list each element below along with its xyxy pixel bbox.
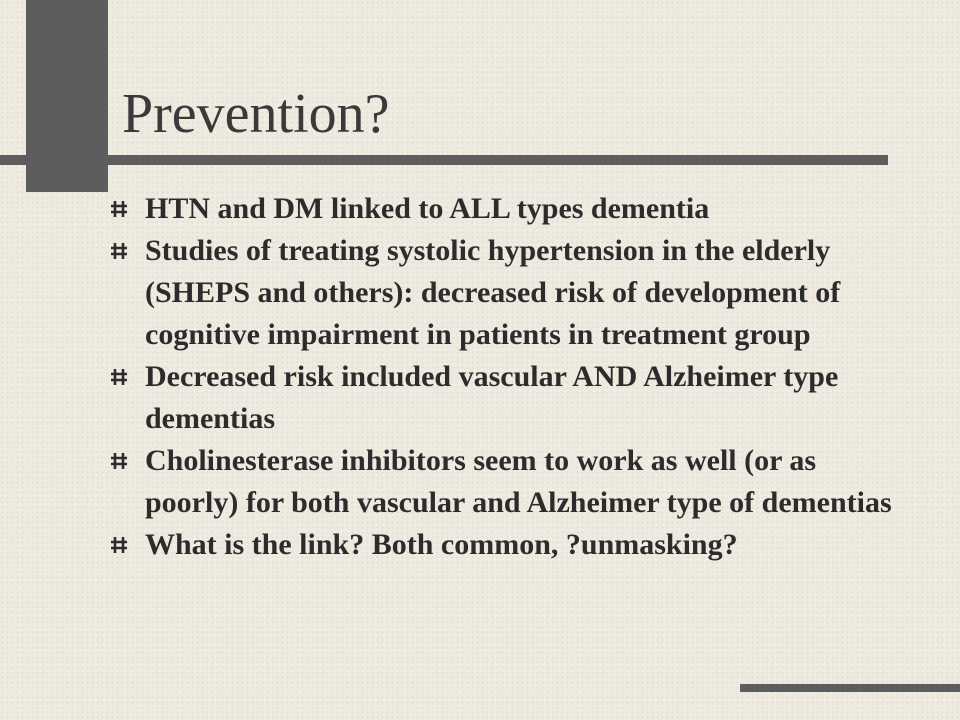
bullet-text: What is the link? Both common, ?unmasking? [145, 528, 738, 561]
hash-bullet-icon [110, 200, 128, 218]
bullet-item [108, 230, 898, 356]
bullet-item [108, 356, 898, 440]
bullet-list [108, 188, 898, 566]
bullet-text: HTN and DM linked to ALL types dementia [145, 192, 710, 225]
hash-bullet-icon [110, 242, 128, 260]
decorative-horizontal-bar [0, 155, 888, 165]
bullet-item [108, 188, 898, 230]
decorative-bottom-bar [740, 684, 960, 692]
hash-bullet-icon [110, 536, 128, 554]
bullet-text: Decreased risk included vascular AND Alzheimer type dementias [145, 360, 839, 435]
bullet-text: Studies of treating systolic hypertension in the elderly (SHEPS and others): decreased risk of development of cognitive impairment in patients in treatment group [145, 234, 841, 351]
slide-title: Prevention? [122, 83, 390, 145]
hash-bullet-icon [110, 368, 128, 386]
bullet-item [108, 440, 898, 524]
bullet-item [108, 524, 898, 566]
hash-bullet-icon [110, 452, 128, 470]
bullet-text: Cholinesterase inhibitors seem to work as well (or as poorly) for both vascular and Alzheimer type of dementias [145, 444, 892, 519]
